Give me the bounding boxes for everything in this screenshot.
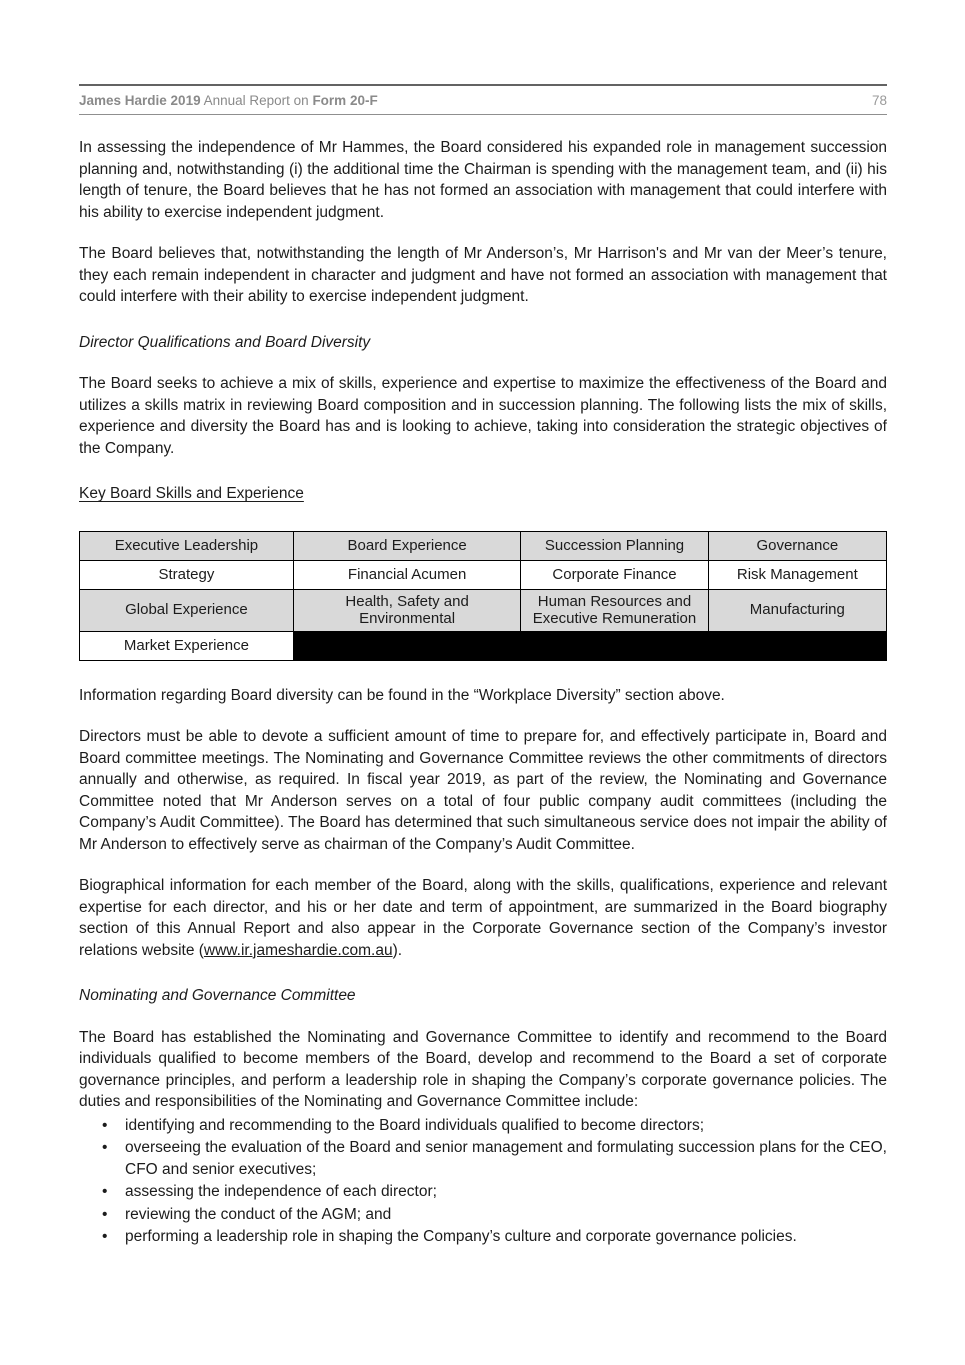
section-heading-director-qualifications: Director Qualifications and Board Diversity <box>79 333 371 351</box>
bullet-text: reviewing the conduct of the AGM; and <box>125 1205 392 1223</box>
bio-text-after-link: ). <box>392 941 403 959</box>
bullet-item <box>79 1115 887 1137</box>
page-number: 78 <box>871 92 887 108</box>
table-row <box>80 531 887 560</box>
skills-cell: Health, Safety and Environmental <box>293 589 521 631</box>
paragraph-diversity-info: Information regarding Board diversity can be found in the “Workplace Diversity” section above. <box>79 686 725 704</box>
skills-cell: Board Experience <box>293 531 521 560</box>
bullet-text: identifying and recommending to the Board individuals qualified to become directors; <box>125 1116 705 1134</box>
table-row <box>80 560 887 589</box>
table-row <box>80 589 887 631</box>
skills-cell: Strategy <box>80 560 294 589</box>
paragraph-skills-matrix: The Board seeks to achieve a mix of skills, experience and expertise to maximize the effectiveness of the Board and utilizes a skills matrix in reviewing Board composition and in succession planning. The following lists the mix of skills, experience and diversity the Board has and is looking to achieve, taking into consideration the strategic objectives of the Company. <box>79 375 887 457</box>
skills-filler-cell <box>293 631 886 660</box>
bullet-icon: • <box>102 1116 108 1134</box>
section-heading-nominating-committee: Nominating and Governance Committee <box>79 987 356 1004</box>
section-heading-key-board-skills: Key Board Skills and Experience <box>79 485 304 502</box>
skills-cell: Financial Acumen <box>293 560 521 589</box>
skills-cell: Manufacturing <box>708 589 886 631</box>
skills-cell: Risk Management <box>708 560 886 589</box>
skills-table <box>79 531 887 661</box>
bullet-text: overseeing the evaluation of the Board and senior management and formulating succession plans for the CEO, CFO and senior executives; <box>125 1139 887 1178</box>
table-row <box>80 631 887 660</box>
skills-cell: Global Experience <box>80 589 294 631</box>
brand-text: James Hardie 2019 <box>79 92 201 108</box>
paragraph-independence-tenure: The Board believes that, notwithstanding the length of Mr Anderson’s, Mr Harrison's and Mr van der Meer’s tenure, they each remain independent in character and judgment and have not formed an association with management that could interfere with their ability to exercise independent judgment. <box>79 245 887 305</box>
skills-cell: Governance <box>708 531 886 560</box>
header-title <box>79 93 378 108</box>
bullet-item <box>79 1181 887 1203</box>
investor-website-link[interactable]: www.ir.jameshardie.com.au <box>203 941 393 959</box>
form-text: Form 20-F <box>312 92 378 108</box>
skills-cell: Executive Leadership <box>80 531 294 560</box>
duties-bullet-list <box>79 1115 887 1248</box>
skills-cell: Human Resources and Executive Remuneration <box>521 589 708 631</box>
paragraph-nominating-duties: The Board has established the Nominating and Governance Committee to identify and recommend to the Board individuals qualified to become members of the Board, develop and recommend to the Board a set of corporate governance principles, and perform a leadership role in shaping the Company’s corporate governance policies. The duties and responsibilities of the Nominating and Governance Committee include: <box>79 1028 887 1110</box>
bullet-icon: • <box>102 1205 108 1223</box>
page-header <box>0 84 965 115</box>
bullet-icon: • <box>102 1139 108 1156</box>
bullet-icon: • <box>102 1183 108 1200</box>
bullet-item <box>79 1137 887 1180</box>
bullet-item <box>79 1226 887 1248</box>
bullet-text: assessing the independence of each director; <box>125 1183 437 1200</box>
skills-cell: Corporate Finance <box>521 560 708 589</box>
bio-text-before-link: Biographical information for each member of the Board, along with the skills, qualifications, experience and relevant expertise for each director, and his or her date and term of appointment, are summarized in the Board biography section of this Annual Report and also appear in the Corporate Governance section of the Company’s investor relations website ( <box>79 877 887 959</box>
document-body <box>0 137 965 1248</box>
skills-cell: Succession Planning <box>521 531 708 560</box>
bullet-item <box>79 1204 887 1226</box>
bullet-text: performing a leadership role in shaping the Company’s culture and corporate governance policies. <box>125 1228 797 1245</box>
paragraph-time-commitment: Directors must be able to devote a sufficient amount of time to prepare for, and effectively participate in, Board and Board committee meetings. The Nominating and Governance Committee reviews the other commitments of directors annually and otherwise, as required. In fiscal year 2019, as part of the review, the Nominating and Governance Committee noted that Mr Anderson serves on a total of four public company audit committees (including the Company’s Audit Committee). The Board has determined that such simultaneous service does not impair the ability of Mr Anderson to effectively serve as chairman of the Company’s Audit Committee. <box>79 728 887 853</box>
paragraph-biographical-info <box>79 875 887 961</box>
header-rule-bottom <box>79 114 887 115</box>
report-title-text: Annual Report on <box>200 92 313 108</box>
paragraph-independence-hammes: In assessing the independence of Mr Hammes, the Board considered his expanded role in management succession planning and, notwithstanding (i) the additional time the Chairman is spending with the management team, and (ii) his length of tenure, the Board believes that he has not formed an association with management that could interfere with his ability to exercise independent judgment. <box>79 139 887 221</box>
skills-cell: Market Experience <box>80 631 294 660</box>
bullet-icon: • <box>102 1228 108 1245</box>
